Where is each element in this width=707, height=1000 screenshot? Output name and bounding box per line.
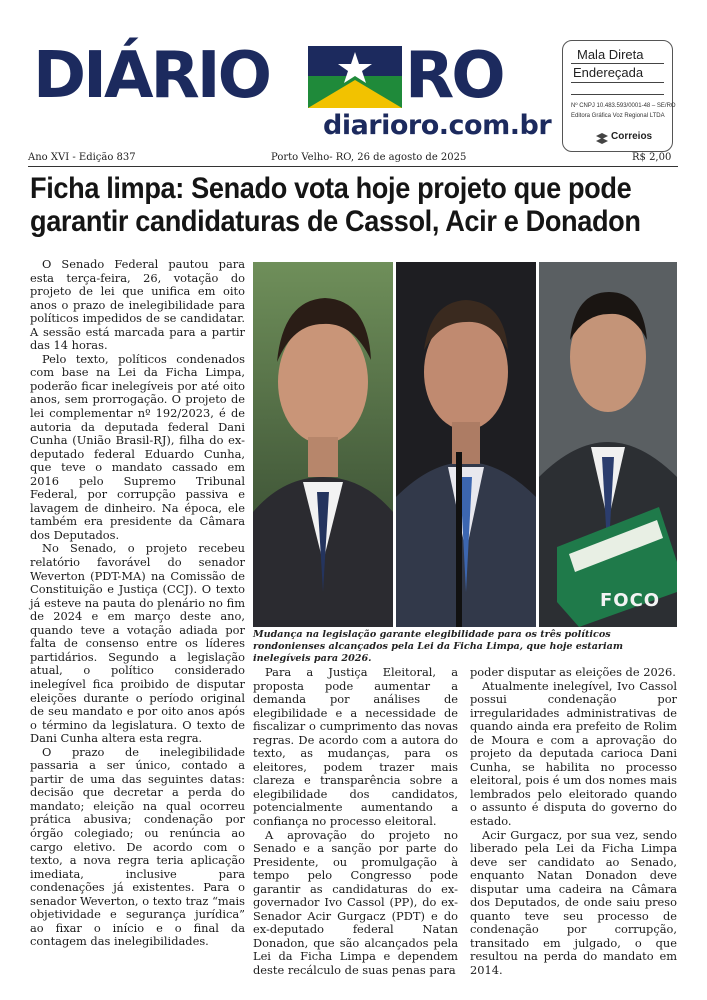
photo-donadon <box>539 262 677 627</box>
mala-direta-stamp <box>562 40 676 152</box>
photo-caption: Mudança na legislação garante elegibilidade para os três políticos rondonienses alcançados pela Lei da Ficha Limpa, que hoje estariam inelegíveis para 2026. <box>253 629 624 664</box>
col3-paragraph: poder disputar as eleições de 2026. <box>470 665 676 679</box>
top-divider <box>28 166 678 167</box>
article-column-3 <box>470 666 677 978</box>
rondonia-flag-icon <box>308 46 402 108</box>
article-column-1 <box>30 258 245 949</box>
headline <box>30 172 641 238</box>
photo-acir <box>396 262 536 627</box>
photo-cassol <box>253 262 393 627</box>
photo-credit-logo: FOCO <box>600 590 661 611</box>
article-column-2 <box>253 666 458 978</box>
col1-paragraph: No Senado, o projeto recebeu relatório favorável do senador Weverton (PDT-MA) na Comissão de Constituição e Justiça (CCJ). O texto já esteve na pauta do plenário no fim de 2024 e em março deste ano, quando teve a votação adiada por falta de consenso entre os líderes partidários. Segundo a legislação atual, o político considerado inelegível fica proibido de disputar eleições durante o período original de seu mandato e por oito anos após o término da legislatura. O texto de Dani Cunha altera esta regra. <box>30 541 245 746</box>
headline-line1: Ficha limpa: Senado vota hoje projeto que pode <box>30 172 632 205</box>
correios-icon <box>595 130 609 142</box>
price: R$ 2,00 <box>632 152 672 163</box>
col2-paragraph: Para a Justiça Eleitoral, a proposta pode aumentar a demanda por análises de elegibilidade e a necessidade de fiscalizar o cumprimento das novas regras. De acordo com a autora do texto, as mudanças, para os eleitores, podem trazer mais clareza e transparência sobre a elegibilidade dos candidatos, potencialmente aumentando a confiança no processo eleitoral. <box>253 665 458 829</box>
logo-diario-text: DIÁRIO <box>33 39 269 113</box>
col1-paragraph: O prazo de inelegibilidade passaria a ser único, contado a partir de uma das seguintes datas: decisão que decretar a perda do mandato; eleição na qual ocorreu prática abusiva; condenação por órgão colegiado; ou renúncia ao cargo eletivo. De acordo com o texto, a nova regra teria aplicação imediata, inclusive para condenações já existentes. Para o senador Weverton, o texto traz “mais objetividade e segurança jurídica” ao fixar o início e o final da contagem das inelegibilidades. <box>30 744 245 949</box>
mala-correios: Correios <box>611 131 653 142</box>
col1-paragraph: Pelo texto, políticos condenados com base na Lei da Ficha Limpa, poderão ficar inelegíveis por até oito anos, sem prorrogação. O projeto de lei complementar nº 192/2023, é de autoria da deputada federal Dani Cunha (União Brasil-RJ), filha do ex-deputado federal Eduardo Cunha, que teve o mandato cassado em 2016 pelo Supremo Tribunal Federal, por corrupção passiva e lavagem de dinheiro. Na época, ele também era presidente da Câmara dos Deputados. <box>30 351 245 542</box>
mala-cnpj: Nº CNPJ 10.483.593/0001-48 – SE/RO <box>571 103 676 109</box>
col3-paragraph: Acir Gurgacz, por sua vez, sendo liberado pela Lei da Ficha Limpa deve ser candidato ao Senado, enquanto Natan Donadon deve disputar uma cadeira na Câmara dos Deputados, de onde saiu preso quanto teve seu processo de condenação por corrupção, transitado em julgado, o que resultou na perda do mandato em 2014. <box>470 827 677 978</box>
col1-paragraph: O Senado Federal pautou para esta terça-feira, 26, votação do projeto de lei que unifica em oito anos o prazo de inelegibilidade para políticos impedidos de se candidatar. A sessão está marcada para a partir das 14 horas. <box>30 257 245 353</box>
col2-paragraph: A aprovação do projeto no Senado e a sanção por parte do Presidente, ou promulgação à tempo pelo Congresso pode garantir as candidaturas do ex-governador Ivo Cassol (PP), do ex-Senador Acir Gurgacz (PDT) e do ex-deputado federal Natan Donadon, que são alcançados pela Lei da Ficha Limpa e dependem deste recálculo de suas penas para <box>253 827 458 978</box>
edition-number: Ano XVI - Edição 837 <box>28 152 136 163</box>
headline-line2: garantir candidaturas de Cassol, Acir e Donadon <box>30 205 641 238</box>
col3-paragraph: Atualmente inelegível, Ivo Cassol possui condenação por irregularidades administrativas de quando ainda era prefeito de Rolim de Moura e com a aprovação do projeto da deputada carioca Dani Cunha, se habilita no processo eleitoral, pois é um dos nomes mais lembrados pelo eleitorado quando o assunto é disputa do governo do estado. <box>470 678 677 829</box>
mala-line2: Endereçada <box>573 65 644 80</box>
site-url[interactable]: diarioro.com.br <box>323 110 552 141</box>
logo-ro-text: RO <box>405 39 503 113</box>
mala-editora: Editora Gráfica Voz Regional LTDA <box>571 113 665 119</box>
mala-line1: Mala Direta <box>577 47 644 62</box>
place-date: Porto Velho- RO, 26 de agosto de 2025 <box>271 152 467 163</box>
